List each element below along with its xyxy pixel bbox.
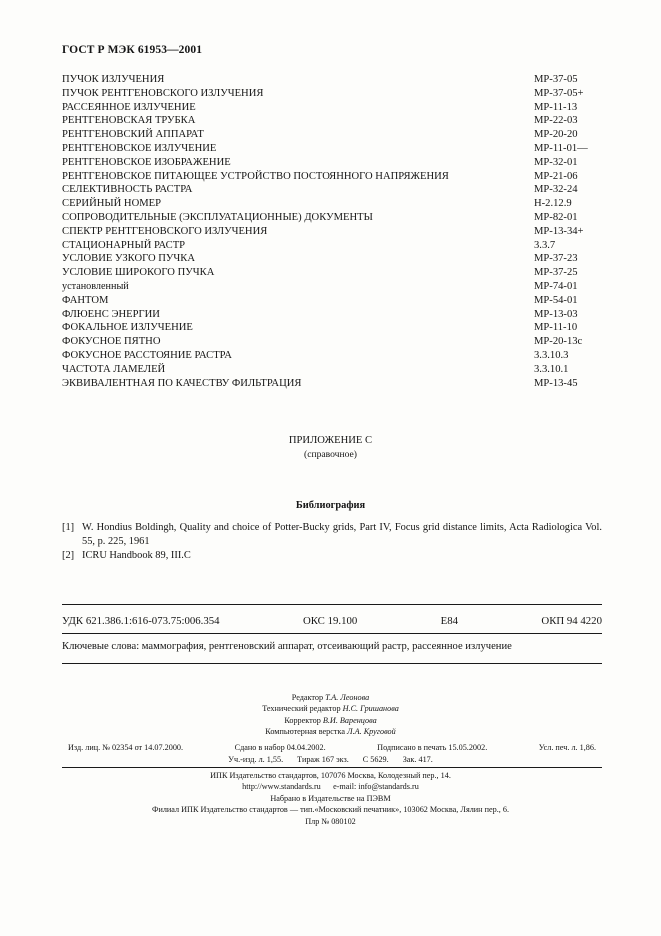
imprint (0, 770, 661, 827)
term-code: МР-21-06 (534, 170, 578, 182)
reference-number: [2] (62, 550, 75, 562)
term-name: ЧАСТОТА ЛАМЕЛЕЙ (62, 363, 166, 375)
contact-line (0, 781, 661, 792)
term-name: СЕЛЕКТИВНОСТЬ РАСТРА (62, 184, 193, 196)
tech-editor-name: Н.С. Гришанова (342, 704, 399, 714)
okp-code: ОКП 94 4220 (541, 615, 602, 627)
oks-code: ОКС 19.100 (302, 615, 358, 627)
term-name: СОПРОВОДИТЕЛЬНЫЕ (ЭКСПЛУАТАЦИОННЫЕ) ДОКУМЕНТЫ (62, 211, 373, 223)
bibliography-title: Библиография (295, 500, 366, 511)
term-row (62, 211, 602, 225)
term-code: 3.3.7 (534, 239, 556, 251)
term-name: ФОКУСНОЕ РАССТОЯНИЕ РАСТРА (62, 349, 232, 361)
term-name: установленный (62, 280, 129, 292)
term-code: МР-11-13 (534, 101, 578, 113)
term-row (62, 128, 602, 142)
order-number: Зак. 417. (402, 755, 433, 764)
reference-number: [1] (62, 522, 75, 533)
term-row (62, 73, 602, 87)
appendix-title: ПРИЛОЖЕНИЕ С (288, 435, 373, 446)
term-name: РЕНТГЕНОВСКИЙ АППАРАТ (62, 129, 204, 141)
term-name: РЕНТГЕНОВСКОЕ ИЗЛУЧЕНИЕ (62, 142, 217, 154)
term-row (62, 321, 602, 335)
term-code: МР-11-01— (534, 142, 588, 154)
term-code: МР-37-05+ (534, 87, 584, 99)
credits (0, 692, 661, 738)
keywords: Ключевые слова: маммография, рентгеновский аппарат, отсеивающий растр, рассеянное излучение (62, 641, 512, 652)
term-code: МР-54-01 (534, 294, 578, 306)
term-code: МР-11-10 (534, 322, 578, 334)
term-row (62, 349, 602, 363)
term-code: МР-13-03 (534, 308, 578, 320)
corrector-name: В.И. Варенцова (322, 715, 377, 725)
term-row (62, 335, 602, 349)
term-name: ФАНТОМ (62, 294, 109, 306)
term-code: МР-37-23 (534, 253, 578, 265)
term-name: СПЕКТР РЕНТГЕНОВСКОГО ИЗЛУЧЕНИЯ (62, 225, 268, 237)
term-code: МР-20-13с (534, 336, 583, 348)
typeset-date: Сдано в набор 04.04.2002. (234, 743, 326, 752)
term-name: СЕРИЙНЫЙ НОМЕР (62, 198, 162, 210)
term-row (62, 225, 602, 239)
term-code: МР-37-25 (534, 267, 578, 279)
term-name: РАССЕЯННОЕ ИЗЛУЧЕНИЕ (62, 101, 196, 113)
term-row (62, 363, 602, 377)
term-row (62, 239, 602, 253)
term-name: УСЛОВИЕ УЗКОГО ПУЧКА (62, 253, 196, 265)
term-name: УСЛОВИЕ ШИРОКОГО ПУЧКА (62, 267, 215, 279)
printer-address: Филиал ИПК Издательство стандартов — тип.«Московский печатник», 103062 Москва, Лялин пер., 6. (151, 805, 510, 815)
layout-name: Л.А. Круговой (347, 727, 396, 737)
bibliography-entry (62, 521, 602, 549)
term-code: МР-32-24 (534, 184, 578, 196)
term-code: МР-37-05 (534, 74, 578, 85)
license-text: Изд. лиц. № 02354 от 14.07.2000. (68, 743, 184, 752)
bibliography-entry (62, 549, 602, 563)
publication-row (68, 743, 596, 752)
udk-code: УДК 621.386.1:616-073.75:006.354 (62, 615, 220, 627)
term-row (62, 101, 602, 115)
term-name: ЭКВИВАЛЕНТНАЯ ПО КАЧЕСТВУ ФИЛЬТРАЦИЯ (62, 377, 302, 389)
term-name: СТАЦИОНАРНЫЙ РАСТР (62, 239, 186, 251)
term-row (62, 266, 602, 280)
term-code: МР-82-01 (534, 211, 578, 223)
term-code: МР-74-01 (534, 280, 578, 292)
publication-row-2 (0, 755, 661, 764)
term-code: МР-13-34+ (534, 225, 584, 237)
terms-index (62, 73, 602, 390)
editor-name: Т.А. Леонова (325, 693, 370, 702)
term-row (62, 294, 602, 308)
publisher-address: ИПК Издательство стандартов, 107076 Москва, Колодезный пер., 14. (210, 771, 451, 780)
bibliography-list (62, 521, 602, 564)
typeset-note: Набрано в Издательстве на ПЭВМ (270, 793, 391, 803)
tech-editor-line: Технический редактор Н.С. Гришанова (262, 704, 399, 714)
editor-line: Редактор Т.А. Леонова (291, 693, 370, 702)
divider (62, 604, 602, 605)
plr-number: Плр № 080102 (305, 816, 356, 826)
term-code: 3.3.10.1 (534, 363, 569, 375)
term-name: РЕНТГЕНОВСКОЕ ПИТАЮЩЕЕ УСТРОЙСТВО ПОСТОЯННОГО НАПРЯЖЕНИЯ (62, 170, 449, 182)
term-code: 3.3.10.3 (534, 349, 569, 361)
term-row (62, 197, 602, 211)
term-row (62, 156, 602, 170)
reference-text: W. Hondius Boldingh, Quality and choice of Potter-Bucky grids, Part IV, Focus grid distance limits, Acta Radiologica Vol. 55, p. 225, 1961 (82, 522, 602, 548)
term-name: РЕНТГЕНОВСКАЯ ТРУБКА (62, 115, 196, 127)
reference-text: ICRU Handbook 89, III.C (82, 550, 191, 562)
term-code: МР-13-45 (534, 377, 578, 389)
term-name: ПУЧОК РЕНТГЕНОВСКОГО ИЗЛУЧЕНИЯ (62, 87, 264, 99)
pub-sheets: Уч.-изд. л. 1,55. (228, 755, 284, 764)
term-code: Н-2.12.9 (534, 198, 572, 210)
term-code: МР-32-01 (534, 156, 578, 168)
term-row (62, 308, 602, 322)
term-row (62, 87, 602, 101)
print-run: Тираж 167 экз. (297, 755, 349, 764)
term-name: ФОКУСНОЕ ПЯТНО (62, 336, 161, 348)
term-row (62, 170, 602, 184)
divider (62, 767, 602, 768)
term-code: МР-20-20 (534, 129, 578, 141)
term-row (62, 183, 602, 197)
term-code: МР-22-03 (534, 115, 578, 127)
corrector-line: Корректор В.И. Варенцова (284, 715, 377, 725)
classification-row (62, 615, 602, 627)
divider (62, 633, 602, 634)
signed-date: Подписано в печать 15.05.2002. (377, 743, 488, 752)
print-sheets: Усл. печ. л. 1,86. (538, 743, 596, 752)
layout-line: Компьютерная верстка Л.А. Круговой (265, 727, 396, 737)
term-row (62, 252, 602, 266)
term-name: ПУЧОК ИЗЛУЧЕНИЯ (62, 74, 165, 85)
divider (62, 663, 602, 664)
term-row (62, 114, 602, 128)
appendix-subtitle: (справочное) (304, 449, 357, 460)
term-row (62, 377, 602, 391)
print-code: С 5629. (362, 755, 389, 764)
website-link[interactable]: http://www.standards.ru (242, 782, 321, 792)
term-name: ФОКАЛЬНОЕ ИЗЛУЧЕНИЕ (62, 322, 193, 334)
document-header: ГОСТ Р МЭК 61953—2001 (62, 44, 203, 56)
term-row (62, 280, 602, 294)
email-link[interactable]: e-mail: info@standards.ru (333, 782, 419, 792)
term-row (62, 142, 602, 156)
term-name: РЕНТГЕНОВСКОЕ ИЗОБРАЖЕНИЕ (62, 156, 231, 168)
group-code: Е84 (440, 615, 459, 627)
term-name: ФЛЮЕНС ЭНЕРГИИ (62, 308, 160, 320)
